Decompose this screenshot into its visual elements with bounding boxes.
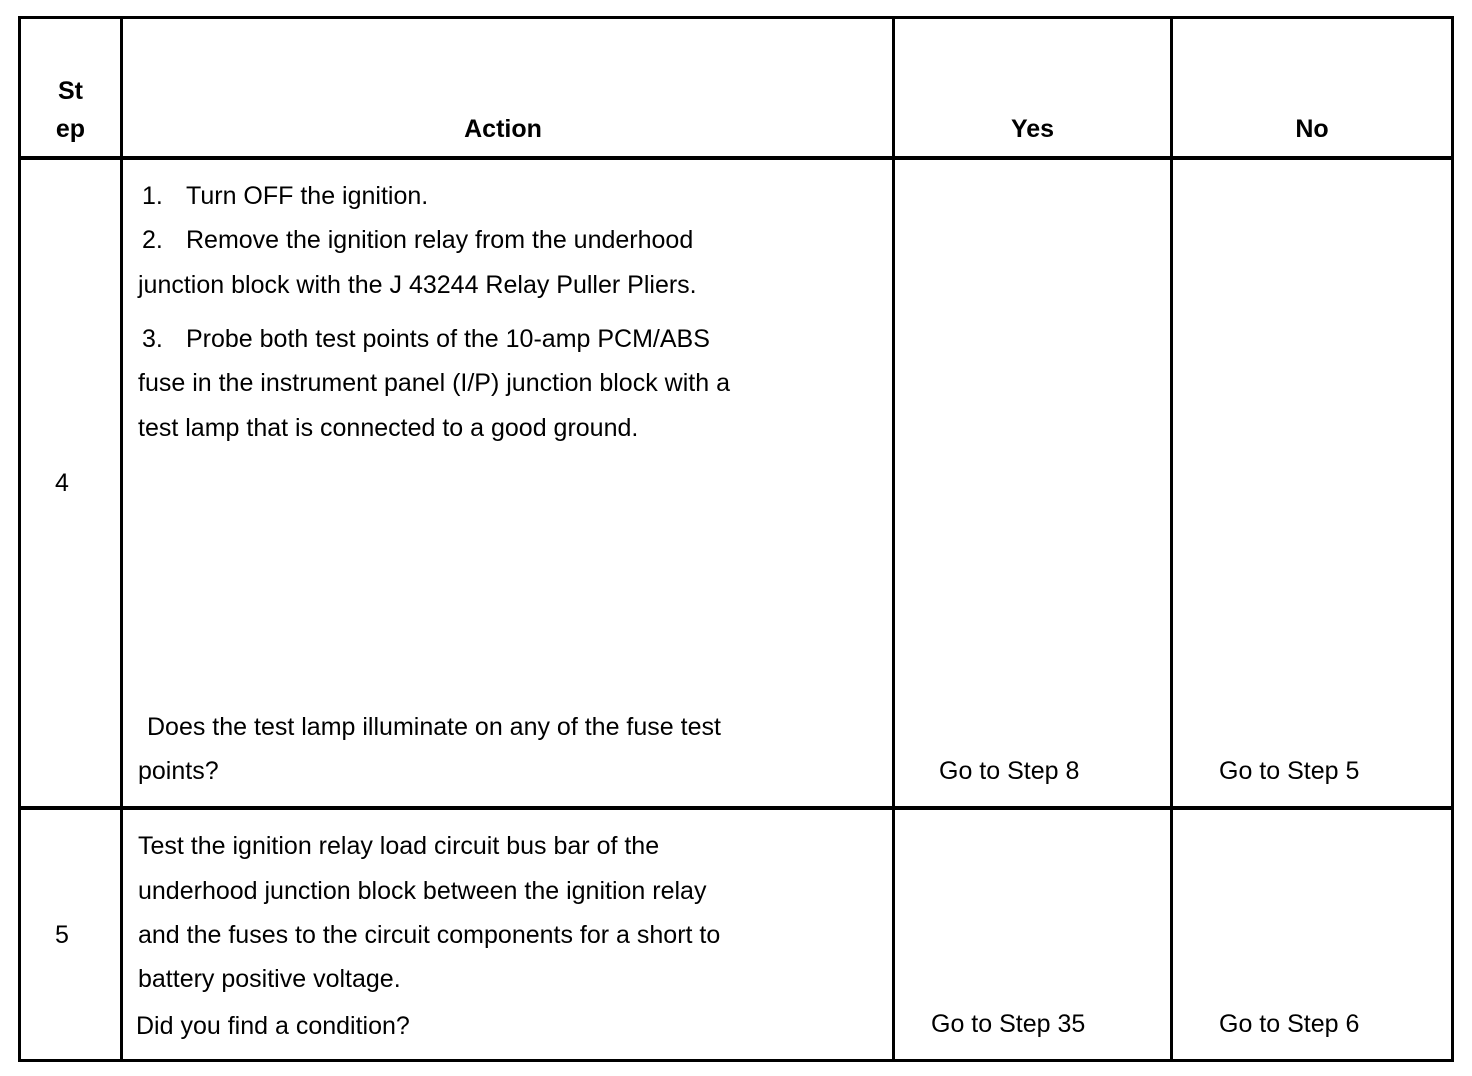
no-result: Go to Step 5 bbox=[1219, 757, 1360, 785]
action-item-3 bbox=[138, 317, 710, 361]
action-item-1 bbox=[138, 174, 428, 218]
no-result: Go to Step 6 bbox=[1219, 1010, 1360, 1038]
yes-result: Go to Step 35 bbox=[931, 1010, 1086, 1038]
action-text: and the fuses to the circuit components for a short to bbox=[138, 921, 721, 949]
action-item-3-continued: test lamp that is connected to a good ground. bbox=[138, 414, 639, 442]
header-action: Action bbox=[464, 115, 542, 143]
action-item-text: Probe both test points of the 10-amp PCM/ABS bbox=[186, 325, 710, 353]
header-divider bbox=[18, 156, 1454, 160]
action-text: underhood junction block between the ignition relay bbox=[138, 877, 707, 905]
action-text: battery positive voltage. bbox=[138, 965, 401, 993]
table-border-top bbox=[18, 16, 1454, 19]
action-item-text: Remove the ignition relay from the underhood bbox=[186, 226, 694, 254]
header-yes: Yes bbox=[1010, 115, 1055, 143]
question-text: Does the test lamp illuminate on any of the fuse test bbox=[147, 713, 721, 741]
action-item-number: 1. bbox=[142, 182, 163, 210]
question-text: Did you find a condition? bbox=[136, 1012, 410, 1040]
action-text: Test the ignition relay load circuit bus bar of the bbox=[138, 832, 660, 860]
action-item-number: 3. bbox=[142, 325, 163, 353]
col-divider-step bbox=[120, 16, 123, 1062]
table-border-bottom bbox=[18, 1059, 1454, 1062]
table-border-left bbox=[18, 16, 21, 1062]
header-step-line1: St bbox=[58, 77, 83, 105]
step-number: 5 bbox=[55, 921, 69, 949]
diagnostic-table bbox=[18, 16, 1454, 1062]
yes-result: Go to Step 8 bbox=[939, 757, 1080, 785]
action-item-text: Turn OFF the ignition. bbox=[186, 182, 429, 210]
step-number: 4 bbox=[55, 469, 69, 497]
table-border-right bbox=[1451, 16, 1454, 1062]
col-divider-action bbox=[892, 16, 895, 1062]
header-step bbox=[21, 72, 120, 148]
action-item-number: 2. bbox=[142, 226, 163, 254]
row-divider bbox=[18, 806, 1454, 810]
col-divider-yes bbox=[1170, 16, 1173, 1062]
action-item-2-continued: junction block with the J 43244 Relay Puller Pliers. bbox=[138, 271, 697, 299]
action-item-3-continued: fuse in the instrument panel (I/P) junction block with a bbox=[138, 369, 730, 397]
action-item-2 bbox=[138, 218, 693, 262]
header-no: No bbox=[1295, 115, 1329, 143]
question-text-continued: points? bbox=[138, 757, 219, 785]
header-step-line2: ep bbox=[55, 115, 86, 143]
